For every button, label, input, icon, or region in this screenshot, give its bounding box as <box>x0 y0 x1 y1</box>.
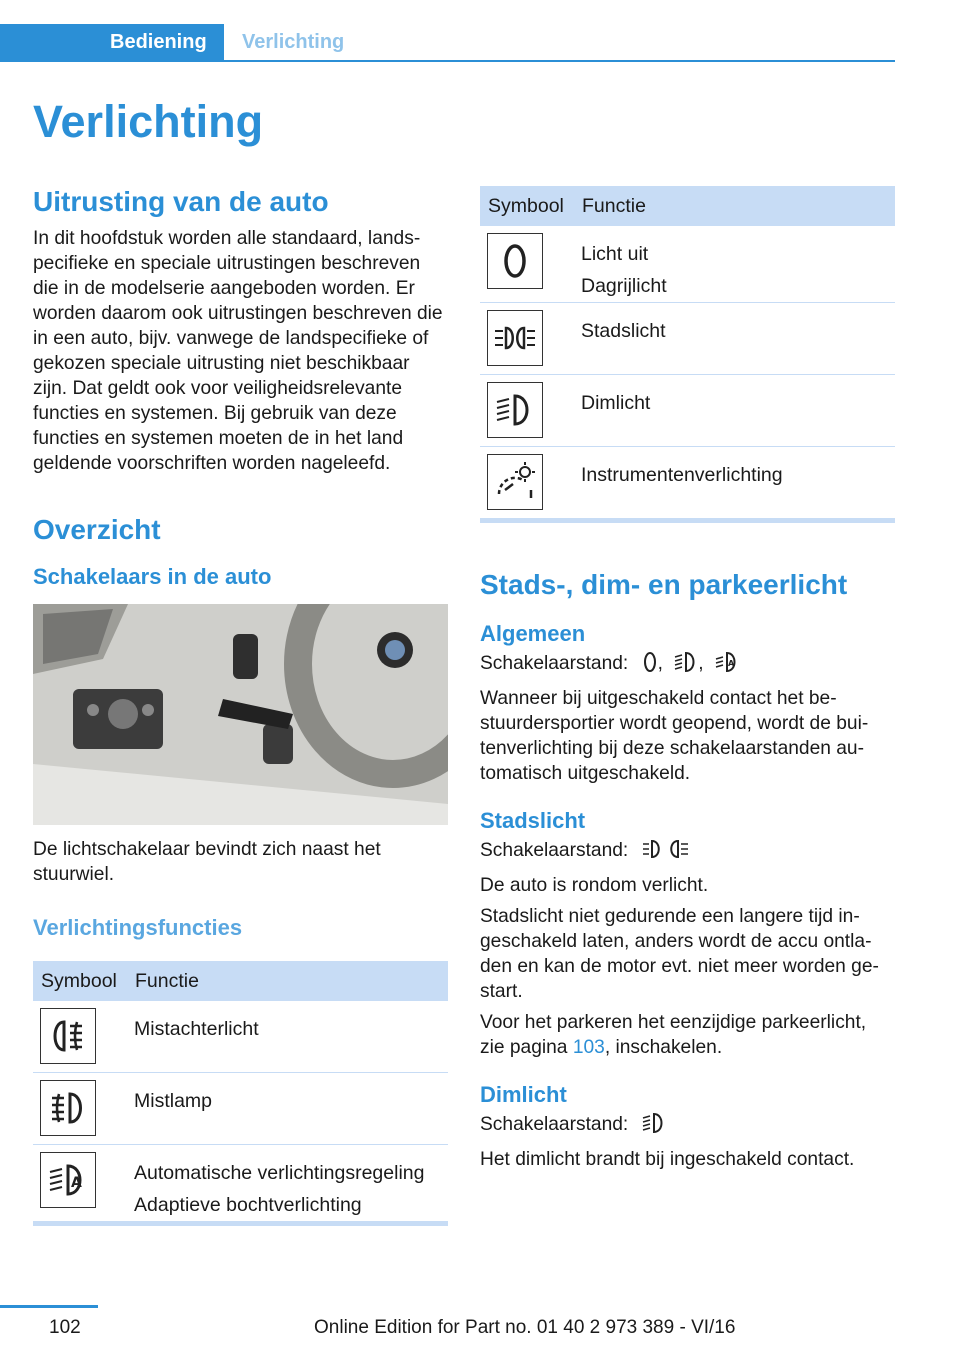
tab-verlichting[interactable]: Verlichting <box>242 31 345 53</box>
section-title-uitrusting: Uitrusting van de auto <box>33 186 329 217</box>
zero-icon <box>493 239 537 283</box>
table-row <box>480 226 895 303</box>
row-text: Dimlicht <box>581 392 651 414</box>
separator: , <box>698 653 704 674</box>
subsection-title-dimlicht: Dimlicht <box>480 1082 567 1107</box>
subsection-title-algemeen: Algemeen <box>480 621 586 646</box>
table-bottom-rule <box>33 1221 448 1226</box>
auto-light-icon <box>46 1158 90 1202</box>
tab-bediening[interactable]: Bediening <box>0 24 224 61</box>
table-header-functie: Functie <box>125 961 448 1001</box>
online-edition-text: Online Edition for Part no. 01 40 2 973 389 - VI/16 <box>314 1317 736 1338</box>
svg-text:A: A <box>71 1175 82 1191</box>
row-text: Mistachterlicht <box>134 1018 259 1040</box>
subsection-title-schakelaars: Schakelaars in de auto <box>33 564 272 589</box>
table-header-functie: Functie <box>572 186 895 226</box>
stadslicht-text-1: De auto is rondom verlicht. <box>480 875 709 896</box>
section-title-stads-dim-parkeerlicht: Stads-, dim- en parkeerlicht <box>480 569 848 600</box>
table-header-symbool: Symbool <box>33 961 125 1001</box>
row-text: Mistlamp <box>134 1090 213 1112</box>
subsection-title-stadslicht: Stadslicht <box>480 808 586 833</box>
table-row <box>33 1145 448 1222</box>
left-column <box>33 186 448 1226</box>
row-text: Automatische verlichtingsregeling <box>134 1162 425 1184</box>
stadslicht-text-3: Voor het parkeren het eenzijdige parkeerlicht, zie pagina 103, inschakelen. <box>480 1012 867 1058</box>
table-row <box>480 303 895 375</box>
right-column <box>480 186 895 1172</box>
auto-light-icon <box>715 651 739 673</box>
table-row <box>480 375 895 447</box>
svg-text:A: A <box>727 659 735 668</box>
dashboard-photo <box>33 604 448 825</box>
stadslicht-switch-line <box>480 838 895 867</box>
low-beam-icon <box>674 651 698 673</box>
stadslicht-text-2: Stadslicht niet gedurende een langere tijd ingeschakeld laten, anders wordt de accu ontladen en kan de motor evt. niet meer worden gestart. <box>480 906 879 1002</box>
table-row <box>33 1001 448 1073</box>
switch-label: Schakelaarstand: <box>480 840 629 861</box>
low-beam-icon <box>493 388 537 432</box>
page-link-103[interactable]: 103 <box>572 1037 605 1058</box>
switch-label: Schakelaarstand: <box>480 653 629 674</box>
separator: , <box>657 653 663 674</box>
page-number: 102 <box>49 1317 81 1338</box>
algemeen-switch-line <box>480 651 895 680</box>
dimlicht-text: Het dimlicht brandt bij ingeschakeld contact. <box>480 1149 855 1170</box>
instrument-light-icon <box>493 460 537 504</box>
dimlicht-switch-line <box>480 1112 895 1141</box>
dashboard-illustration <box>33 604 448 825</box>
table-bottom-rule <box>480 518 895 523</box>
footer-rule <box>0 1305 98 1308</box>
section-title-overzicht: Overzicht <box>33 514 161 545</box>
header-tabs <box>0 24 895 62</box>
row-text: Licht uit <box>581 243 649 265</box>
row-text: Stadslicht <box>581 320 666 342</box>
row-text: Dagrijlicht <box>581 275 667 297</box>
table-row <box>33 1073 448 1145</box>
page-title: Verlichting <box>33 96 264 147</box>
parking-light-icon <box>642 838 690 860</box>
parking-light-icon <box>493 316 537 360</box>
table-row <box>480 447 895 519</box>
right-symbol-table <box>480 186 895 523</box>
fog-light-icon <box>46 1086 90 1130</box>
section-text-uitrusting: In dit hoofdstuk worden alle standaard, landspecifieke en speciale uitrustingen beschreven die in de modelserie aangeboden worden. Er worden daarom ook uitrustingen beschreven die in een auto, bijv. vanwege de landspecifieke of gekozen speciale uitrusting niet beschikbaar zijn. Dat geldt ook voor veiligheidsrelevante functies en systemen. Bij gebruik van deze functies en systemen moeten de in het land geldende voorschriften worden nageleefd. <box>33 228 443 474</box>
zero-icon <box>642 651 658 673</box>
photo-caption: De lichtschakelaar bevindt zich naast het stuurwiel. <box>33 839 381 885</box>
low-beam-icon <box>642 1112 666 1134</box>
row-text: Adaptieve bochtverlichting <box>134 1194 362 1216</box>
table-header-symbool: Symbool <box>480 186 572 226</box>
algemeen-text: Wanneer bij uitgeschakeld contact het bestuurdersportier wordt geopend, wordt de buitenverlichting bij deze schakelaarstanden automatisch uitgeschakeld. <box>480 688 869 784</box>
subsection-title-verlichtingsfuncties: Verlichtingsfuncties <box>33 915 243 940</box>
fog-rear-light-icon <box>46 1014 90 1058</box>
switch-label: Schakelaarstand: <box>480 1114 629 1135</box>
left-symbol-table <box>33 961 448 1226</box>
row-text: Instrumentenverlichting <box>581 464 783 486</box>
